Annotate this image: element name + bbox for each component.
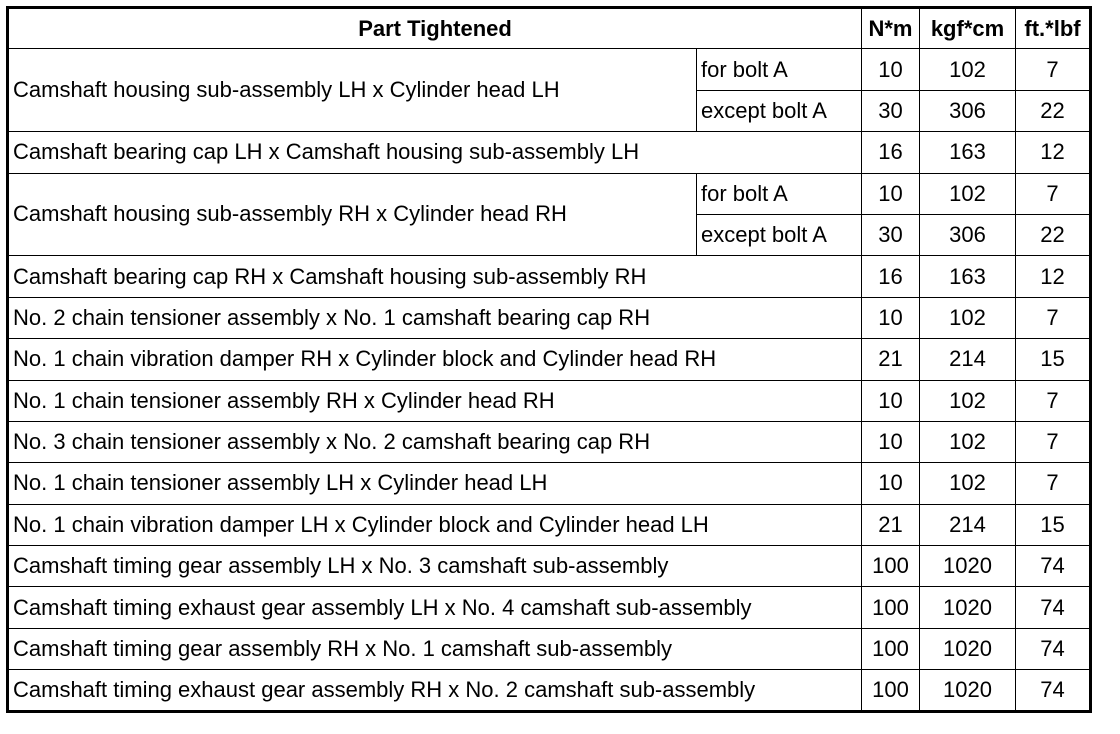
- nm-cell: 30: [862, 90, 920, 131]
- condition-cell: for bolt A: [697, 49, 862, 90]
- condition-cell: for bolt A: [697, 173, 862, 214]
- kgf-cell: 163: [920, 132, 1016, 173]
- part-cell: Camshaft bearing cap RH x Camshaft housing sub-assembly RH: [8, 256, 862, 297]
- part-cell: Camshaft timing gear assembly LH x No. 3 camshaft sub-assembly: [8, 546, 862, 587]
- condition-cell: except bolt A: [697, 90, 862, 131]
- kgf-cell: 102: [920, 463, 1016, 504]
- ft-cell: 22: [1016, 214, 1091, 255]
- ft-cell: 7: [1016, 173, 1091, 214]
- ft-cell: 74: [1016, 587, 1091, 628]
- table-row: [8, 132, 1091, 173]
- table-row: [8, 463, 1091, 504]
- ft-cell: 74: [1016, 670, 1091, 711]
- part-cell: Camshaft housing sub-assembly LH x Cylinder head LH: [8, 49, 697, 132]
- ft-cell: 12: [1016, 256, 1091, 297]
- ft-cell: 15: [1016, 504, 1091, 545]
- nm-cell: 100: [862, 628, 920, 669]
- nm-cell: 10: [862, 297, 920, 338]
- table-row: [8, 587, 1091, 628]
- kgf-cell: 1020: [920, 587, 1016, 628]
- kgf-cell: 102: [920, 421, 1016, 462]
- ft-cell: 7: [1016, 421, 1091, 462]
- nm-cell: 100: [862, 670, 920, 711]
- nm-cell: 10: [862, 463, 920, 504]
- nm-cell: 10: [862, 173, 920, 214]
- header-kgf-cm: kgf*cm: [920, 8, 1016, 49]
- header-part-tightened: Part Tightened: [8, 8, 862, 49]
- part-cell: Camshaft housing sub-assembly RH x Cylinder head RH: [8, 173, 697, 256]
- ft-cell: 7: [1016, 463, 1091, 504]
- condition-cell: except bolt A: [697, 214, 862, 255]
- part-cell: No. 1 chain tensioner assembly LH x Cylinder head LH: [8, 463, 862, 504]
- kgf-cell: 306: [920, 90, 1016, 131]
- kgf-cell: 163: [920, 256, 1016, 297]
- part-cell: Camshaft timing gear assembly RH x No. 1 camshaft sub-assembly: [8, 628, 862, 669]
- part-cell: Camshaft bearing cap LH x Camshaft housing sub-assembly LH: [8, 132, 862, 173]
- part-cell: No. 1 chain vibration damper RH x Cylinder block and Cylinder head RH: [8, 339, 862, 380]
- table-row: [8, 421, 1091, 462]
- part-cell: No. 1 chain vibration damper LH x Cylinder block and Cylinder head LH: [8, 504, 862, 545]
- header-nm: N*m: [862, 8, 920, 49]
- kgf-cell: 102: [920, 49, 1016, 90]
- ft-cell: 7: [1016, 380, 1091, 421]
- part-cell: No. 1 chain tensioner assembly RH x Cylinder head RH: [8, 380, 862, 421]
- table-row: [8, 173, 1091, 214]
- nm-cell: 16: [862, 132, 920, 173]
- ft-cell: 12: [1016, 132, 1091, 173]
- part-cell: Camshaft timing exhaust gear assembly LH x No. 4 camshaft sub-assembly: [8, 587, 862, 628]
- kgf-cell: 1020: [920, 670, 1016, 711]
- kgf-cell: 1020: [920, 628, 1016, 669]
- table-row: [8, 670, 1091, 711]
- kgf-cell: 1020: [920, 546, 1016, 587]
- nm-cell: 16: [862, 256, 920, 297]
- nm-cell: 10: [862, 421, 920, 462]
- nm-cell: 10: [862, 380, 920, 421]
- table-row: [8, 546, 1091, 587]
- nm-cell: 30: [862, 214, 920, 255]
- ft-cell: 7: [1016, 297, 1091, 338]
- table-row: [8, 339, 1091, 380]
- table-row: [8, 49, 1091, 90]
- header-ft-lbf: ft.*lbf: [1016, 8, 1091, 49]
- torque-spec-table-wrapper: [6, 6, 1092, 713]
- torque-spec-table: [6, 6, 1092, 713]
- ft-cell: 74: [1016, 628, 1091, 669]
- table-row: [8, 504, 1091, 545]
- ft-cell: 15: [1016, 339, 1091, 380]
- nm-cell: 21: [862, 339, 920, 380]
- kgf-cell: 102: [920, 173, 1016, 214]
- ft-cell: 7: [1016, 49, 1091, 90]
- kgf-cell: 214: [920, 504, 1016, 545]
- kgf-cell: 214: [920, 339, 1016, 380]
- table-row: [8, 297, 1091, 338]
- kgf-cell: 306: [920, 214, 1016, 255]
- kgf-cell: 102: [920, 297, 1016, 338]
- part-cell: No. 2 chain tensioner assembly x No. 1 camshaft bearing cap RH: [8, 297, 862, 338]
- table-body: [8, 49, 1091, 711]
- nm-cell: 10: [862, 49, 920, 90]
- table-row: [8, 380, 1091, 421]
- part-cell: No. 3 chain tensioner assembly x No. 2 camshaft bearing cap RH: [8, 421, 862, 462]
- ft-cell: 74: [1016, 546, 1091, 587]
- ft-cell: 22: [1016, 90, 1091, 131]
- table-row: [8, 256, 1091, 297]
- nm-cell: 100: [862, 546, 920, 587]
- kgf-cell: 102: [920, 380, 1016, 421]
- table-header-row: [8, 8, 1091, 49]
- nm-cell: 21: [862, 504, 920, 545]
- table-row: [8, 628, 1091, 669]
- part-cell: Camshaft timing exhaust gear assembly RH x No. 2 camshaft sub-assembly: [8, 670, 862, 711]
- nm-cell: 100: [862, 587, 920, 628]
